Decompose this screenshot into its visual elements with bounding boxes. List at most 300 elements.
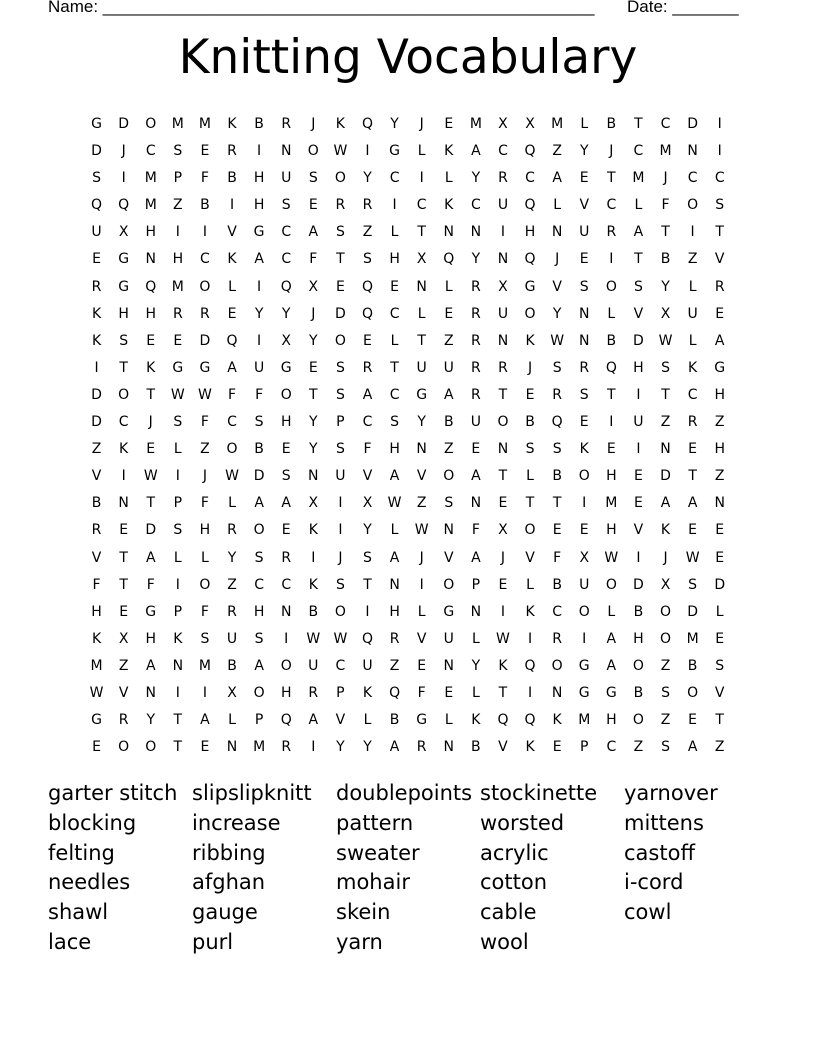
grid-letter: D xyxy=(91,143,102,160)
grid-letter: Z xyxy=(633,739,644,756)
grid-letter: W xyxy=(387,495,402,512)
grid-letter: J xyxy=(311,305,316,322)
grid-letter: E xyxy=(146,332,156,349)
grid-letter: E xyxy=(715,522,725,539)
grid-letter: R xyxy=(552,386,562,403)
grid-row xyxy=(83,737,733,764)
grid-letter: F xyxy=(92,576,101,593)
grid-letter: C xyxy=(389,170,400,187)
grid-letter: K xyxy=(91,305,102,322)
grid-letter: H xyxy=(633,359,644,376)
grid-letter: N xyxy=(578,305,590,322)
grid-row xyxy=(83,385,733,412)
grid-letter: S xyxy=(335,441,345,458)
grid-letter: S xyxy=(525,441,535,458)
grid-letter: O xyxy=(524,305,536,322)
word-list-item: blocking xyxy=(48,810,137,835)
grid-letter: F xyxy=(200,603,209,620)
grid-letter: A xyxy=(145,549,156,566)
grid-letter: X xyxy=(118,630,129,647)
grid-letter: X xyxy=(308,495,319,512)
grid-letter: B xyxy=(525,414,535,431)
grid-letter: R xyxy=(200,305,210,322)
grid-letter: X xyxy=(281,332,291,349)
grid-letter: X xyxy=(416,251,427,268)
grid-letter: R xyxy=(362,359,373,376)
grid-letter: J xyxy=(527,359,533,376)
grid-letter: E xyxy=(552,739,562,756)
grid-letter: K xyxy=(444,143,454,160)
grid-letter: E xyxy=(579,251,589,268)
grid-letter: H xyxy=(280,684,292,701)
grid-letter: D xyxy=(253,468,265,485)
grid-letter: L xyxy=(173,441,182,458)
grid-letter: N xyxy=(145,684,156,701)
grid-letter: T xyxy=(661,386,670,403)
grid-letter: K xyxy=(308,576,318,593)
grid-letter: Y xyxy=(281,305,291,322)
grid-letter: N xyxy=(118,495,129,512)
grid-letter: X xyxy=(525,116,535,132)
grid-letter: Z xyxy=(714,468,725,485)
grid-letter: O xyxy=(145,116,157,132)
grid-letter: I xyxy=(500,224,506,241)
grid-letter: L xyxy=(444,170,453,187)
grid-letter: Q xyxy=(524,197,536,214)
grid-letter: R xyxy=(227,522,237,539)
grid-letter: L xyxy=(228,712,236,729)
grid-letter: F xyxy=(363,441,372,458)
grid-letter: O xyxy=(605,576,617,593)
grid-letter: A xyxy=(471,143,481,160)
grid-letter: V xyxy=(552,278,562,295)
grid-letter: A xyxy=(633,224,644,241)
grid-letter: E xyxy=(525,386,535,403)
grid-letter: K xyxy=(146,359,156,376)
grid-letter: I xyxy=(392,197,397,214)
grid-letter: S xyxy=(661,684,670,701)
grid-letter: Q xyxy=(361,116,373,132)
grid-letter: D xyxy=(145,522,157,539)
grid-letter: G xyxy=(524,278,536,295)
grid-letter: I xyxy=(257,332,262,349)
grid-letter: A xyxy=(389,739,400,756)
grid-letter: B xyxy=(227,170,237,187)
grid-letter: S xyxy=(335,359,345,376)
grid-letter: O xyxy=(443,468,455,485)
grid-letter: H xyxy=(714,386,725,403)
grid-letter: T xyxy=(417,224,426,241)
grid-row xyxy=(83,195,733,222)
grid-letter: F xyxy=(200,414,209,431)
grid-letter: U xyxy=(416,359,427,376)
word-list-item: cowl xyxy=(624,900,672,925)
grid-letter: E xyxy=(471,441,481,458)
grid-letter: A xyxy=(471,468,481,485)
grid-letter: Q xyxy=(226,332,238,349)
grid-letter: B xyxy=(254,116,264,132)
grid-letter: N xyxy=(660,441,671,458)
grid-letter: O xyxy=(632,712,644,729)
grid-row xyxy=(83,222,733,249)
grid-letter: S xyxy=(715,197,725,214)
grid-letter: I xyxy=(257,278,262,295)
grid-letter: E xyxy=(281,441,291,458)
grid-letter: C xyxy=(525,170,535,187)
grid-letter: O xyxy=(687,684,699,701)
grid-letter: K xyxy=(525,603,535,620)
grid-letter: K xyxy=(91,332,102,349)
grid-letter: A xyxy=(145,657,156,674)
grid-letter: Q xyxy=(361,630,373,647)
grid-letter: B xyxy=(443,414,454,431)
grid-letter: Q xyxy=(443,251,455,268)
grid-letter: O xyxy=(226,441,238,458)
grid-letter: E xyxy=(715,305,725,322)
grid-letter: O xyxy=(307,143,319,160)
grid-letter: A xyxy=(687,739,698,756)
grid-letter: H xyxy=(524,224,536,241)
grid-letter: J xyxy=(555,251,560,268)
grid-letter: C xyxy=(470,197,481,214)
grid-letter: O xyxy=(497,414,509,431)
grid-letter: K xyxy=(308,522,318,539)
grid-letter: X xyxy=(498,278,508,295)
grid-row xyxy=(83,168,733,195)
grid-letter: U xyxy=(226,630,238,647)
grid-letter: D xyxy=(660,468,671,485)
grid-letter: K xyxy=(552,712,562,729)
word-list-item: ribbing xyxy=(192,840,266,865)
grid-letter: D xyxy=(714,576,726,593)
grid-letter: E xyxy=(227,305,237,322)
grid-letter: G xyxy=(578,657,590,674)
grid-letter: G xyxy=(578,684,590,701)
grid-letter: O xyxy=(524,522,536,539)
grid-letter: C xyxy=(687,386,698,403)
grid-letter: T xyxy=(146,386,156,403)
grid-letter: S xyxy=(688,576,698,593)
grid-letter: F xyxy=(146,576,155,593)
grid-letter: H xyxy=(145,224,156,241)
grid-letter: N xyxy=(551,224,563,241)
grid-letter: H xyxy=(389,251,400,268)
grid-letter: B xyxy=(389,712,400,729)
grid-letter: G xyxy=(416,386,428,403)
grid-letter: J xyxy=(338,549,343,566)
grid-letter: C xyxy=(362,414,373,431)
grid-letter: T xyxy=(715,712,724,729)
grid-letter: U xyxy=(335,468,346,485)
grid-letter: S xyxy=(661,359,670,376)
grid-letter: H xyxy=(118,305,129,322)
grid-letter: V xyxy=(335,712,346,729)
grid-letter: T xyxy=(552,495,562,512)
grid-letter: H xyxy=(91,603,102,620)
word-list-item: shawl xyxy=(48,900,109,925)
grid-letter: Z xyxy=(552,143,562,160)
grid-letter: I xyxy=(636,441,641,458)
grid-letter: I xyxy=(175,576,180,593)
grid-letter: G xyxy=(443,603,455,620)
grid-letter: X xyxy=(660,576,671,593)
grid-letter: M xyxy=(144,197,157,214)
grid-letter: E xyxy=(390,278,399,295)
grid-letter: C xyxy=(200,251,210,268)
grid-letter: O xyxy=(145,739,157,756)
grid-letter: F xyxy=(417,684,426,701)
word-list-item: slipslipknitt xyxy=(192,781,312,805)
grid-letter: O xyxy=(660,603,672,620)
grid-letter: I xyxy=(257,143,262,160)
grid-letter: C xyxy=(714,170,725,187)
word-list-item: cable xyxy=(480,900,537,925)
grid-letter: A xyxy=(471,549,481,566)
grid-letter: R xyxy=(714,278,725,295)
grid-row xyxy=(83,493,733,520)
grid-letter: I xyxy=(175,468,180,485)
grid-letter: M xyxy=(605,495,618,512)
grid-letter: K xyxy=(227,251,237,268)
grid-letter: V xyxy=(227,224,237,241)
grid-letter: T xyxy=(525,495,535,512)
grid-letter: S xyxy=(281,468,291,485)
grid-row xyxy=(83,439,733,466)
grid-letter: R xyxy=(172,305,183,322)
grid-letter: G xyxy=(416,712,428,729)
grid-letter: Z xyxy=(389,657,400,674)
grid-letter: A xyxy=(254,657,264,674)
grid-letter: I xyxy=(175,684,180,701)
grid-letter: G xyxy=(199,359,211,376)
grid-letter: L xyxy=(417,603,426,620)
grid-letter: T xyxy=(390,359,399,376)
grid-letter: L xyxy=(417,143,426,160)
grid-letter: L xyxy=(390,522,399,539)
grid-letter: H xyxy=(389,603,400,620)
grid-letter: G xyxy=(389,143,400,160)
grid-letter: K xyxy=(579,441,589,458)
grid-letter: I xyxy=(121,170,126,187)
grid-letter: D xyxy=(687,116,698,132)
grid-letter: G xyxy=(91,712,102,729)
grid-letter: E xyxy=(363,332,372,349)
grid-letter: I xyxy=(175,224,180,241)
grid-letter: G xyxy=(118,278,130,295)
grid-letter: E xyxy=(444,305,454,322)
grid-letter: I xyxy=(609,251,614,268)
grid-letter: E xyxy=(715,630,725,647)
grid-letter: Y xyxy=(146,712,156,729)
grid-letter: Q xyxy=(389,684,401,701)
grid-letter: N xyxy=(443,224,454,241)
grid-letter: R xyxy=(118,712,129,729)
grid-letter: T xyxy=(634,116,643,132)
grid-letter: B xyxy=(606,116,617,132)
grid-letter: O xyxy=(660,630,672,647)
grid-letter: I xyxy=(500,603,506,620)
word-list-item: gauge xyxy=(192,900,258,925)
grid-letter: O xyxy=(578,603,590,620)
grid-letter: V xyxy=(714,684,725,701)
grid-letter: N xyxy=(226,739,238,756)
grid-letter: M xyxy=(90,657,103,674)
grid-letter: A xyxy=(254,495,264,512)
grid-letter: G xyxy=(172,359,184,376)
grid-letter: Q xyxy=(361,305,373,322)
grid-letter: G xyxy=(605,684,617,701)
word-column xyxy=(336,779,480,958)
grid-letter: T xyxy=(688,468,697,485)
grid-letter: V xyxy=(118,684,129,701)
grid-letter: Z xyxy=(227,576,237,593)
grid-letter: E xyxy=(146,441,156,458)
grid-row xyxy=(83,656,733,683)
grid-letter: N xyxy=(497,332,509,349)
grid-letter: T xyxy=(634,251,643,268)
grid-letter: V xyxy=(416,468,427,485)
grid-letter: B xyxy=(200,197,210,214)
grid-letter: Q xyxy=(280,278,292,295)
grid-letter: S xyxy=(254,630,264,647)
grid-letter: Y xyxy=(552,305,562,322)
grid-letter: I xyxy=(338,495,343,512)
grid-letter: X xyxy=(579,549,590,566)
word-list-item: increase xyxy=(192,810,281,835)
grid-letter: X xyxy=(660,305,671,322)
grid-letter: A xyxy=(606,630,617,647)
grid-letter: H xyxy=(714,441,725,458)
grid-letter: H xyxy=(253,603,265,620)
word-list-item: stockinette xyxy=(480,781,598,805)
word-list-item: yarnover xyxy=(624,781,718,805)
grid-letter: J xyxy=(663,549,668,566)
grid-letter: E xyxy=(92,251,101,268)
grid-letter: T xyxy=(417,332,426,349)
word-list-item: castoff xyxy=(624,840,695,865)
grid-letter: Z xyxy=(173,197,183,214)
grid-letter: C xyxy=(281,224,292,241)
grid-row xyxy=(83,548,733,575)
grid-letter: T xyxy=(336,251,345,268)
grid-letter: V xyxy=(579,197,590,214)
grid-letter: T xyxy=(363,576,372,593)
grid-letter: Y xyxy=(417,414,426,431)
grid-letter: I xyxy=(636,386,641,403)
word-list-item: pattern xyxy=(336,810,414,835)
grid-letter: L xyxy=(444,278,453,295)
grid-letter: I xyxy=(527,684,533,701)
grid-letter: I xyxy=(121,468,126,485)
grid-letter: Y xyxy=(254,305,264,322)
grid-letter: P xyxy=(336,414,345,431)
word-list-item: mohair xyxy=(336,870,410,895)
grid-letter: H xyxy=(145,305,156,322)
grid-row xyxy=(83,277,733,304)
grid-letter: G xyxy=(118,251,130,268)
grid-letter: R xyxy=(470,386,481,403)
grid-letter: Z xyxy=(91,441,102,458)
grid-letter: G xyxy=(145,603,157,620)
grid-letter: Q xyxy=(145,278,157,295)
grid-letter: R xyxy=(389,630,400,647)
grid-letter: C xyxy=(633,143,644,160)
grid-letter: M xyxy=(198,657,211,674)
grid-letter: R xyxy=(606,224,617,241)
grid-letter: U xyxy=(470,414,481,431)
grid-letter: T xyxy=(607,170,616,187)
grid-letter: M xyxy=(578,712,591,729)
grid-letter: Z xyxy=(714,414,725,431)
grid-letter: M xyxy=(198,116,211,132)
grid-letter: A xyxy=(200,712,210,729)
grid-letter: H xyxy=(253,197,265,214)
grid-letter: H xyxy=(633,630,644,647)
grid-letter: O xyxy=(334,170,346,187)
grid-letter: E xyxy=(688,522,698,539)
grid-letter: S xyxy=(281,197,291,214)
grid-letter: L xyxy=(417,305,426,322)
grid-letter: C xyxy=(335,657,346,674)
grid-letter: R xyxy=(362,197,373,214)
grid-letter: R xyxy=(470,332,481,349)
grid-letter: F xyxy=(255,386,264,403)
grid-letter: E xyxy=(119,522,129,539)
grid-letter: J xyxy=(419,549,424,566)
grid-letter: W xyxy=(685,549,700,566)
grid-letter: P xyxy=(471,576,481,593)
grid-letter: H xyxy=(389,441,400,458)
grid-letter: U xyxy=(687,305,698,322)
grid-letter: M xyxy=(253,739,266,756)
grid-letter: L xyxy=(201,549,209,566)
grid-letter: E xyxy=(715,549,725,566)
grid-letter: U xyxy=(579,224,590,241)
grid-letter: Q xyxy=(91,197,103,214)
grid-letter: V xyxy=(633,522,644,539)
grid-letter: E xyxy=(633,468,643,485)
grid-letter: E xyxy=(335,278,345,295)
grid-letter: R xyxy=(579,359,590,376)
word-list-item: acrylic xyxy=(480,840,549,865)
grid-letter: C xyxy=(281,251,292,268)
grid-letter: B xyxy=(227,657,237,674)
grid-letter: E xyxy=(606,441,616,458)
grid-letter: Y xyxy=(471,657,481,674)
grid-letter: O xyxy=(334,332,346,349)
grid-letter: A xyxy=(362,386,373,403)
grid-letter: D xyxy=(687,603,698,620)
grid-letter: H xyxy=(145,630,156,647)
grid-letter: P xyxy=(173,495,183,512)
grid-letter: M xyxy=(469,116,482,132)
grid-letter: L xyxy=(688,278,697,295)
grid-letter: Z xyxy=(416,495,427,512)
grid-letter: E xyxy=(688,441,698,458)
grid-letter: T xyxy=(661,224,670,241)
grid-letter: L xyxy=(607,305,616,322)
grid-letter: R xyxy=(91,278,102,295)
grid-letter: J xyxy=(609,143,614,160)
grid-letter: I xyxy=(582,495,587,512)
grid-letter: E xyxy=(281,522,291,539)
grid-letter: Q xyxy=(524,143,536,160)
grid-letter: A xyxy=(714,332,725,349)
grid-letter: Y xyxy=(227,549,237,566)
grid-letter: E xyxy=(200,143,210,160)
word-list-item: wool xyxy=(480,929,529,954)
grid-letter: M xyxy=(144,170,157,187)
